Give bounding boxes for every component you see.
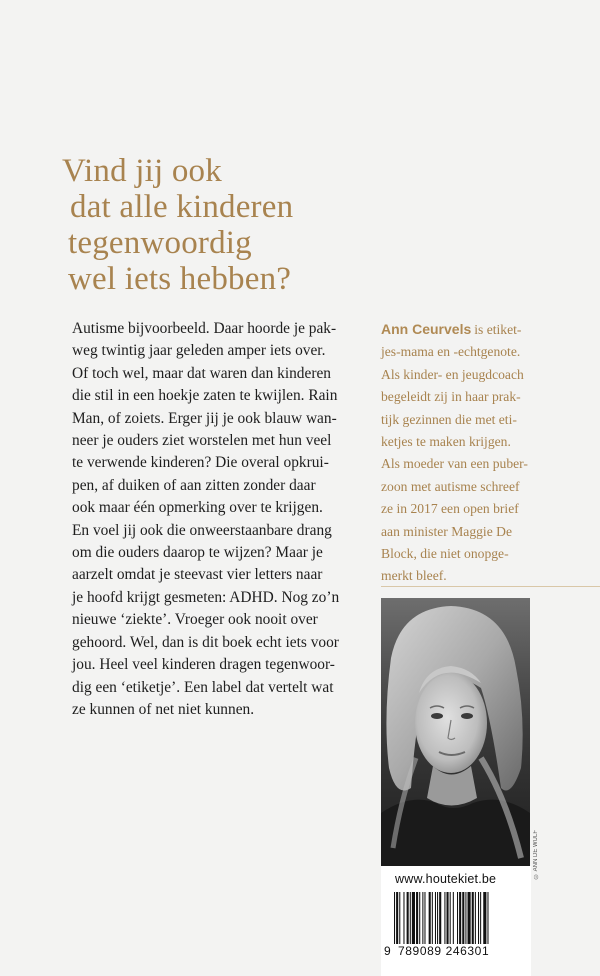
- blurb-line: weg twintig jaar geleden amper iets over.: [72, 342, 326, 360]
- author-bio-line: Als moeder van een puber-: [381, 456, 528, 472]
- author-bio-line: jes-mama en -echtgenote.: [381, 344, 521, 360]
- barcode-bar: [435, 892, 436, 944]
- isbn-first-digit: 9: [384, 944, 392, 958]
- photo-credit: © ANN DE WULF: [533, 830, 539, 879]
- blurb-line: die stil in een hoekje zaten te kwijlen. Rain: [72, 387, 338, 405]
- barcode-bar: [429, 892, 431, 944]
- blurb-line: je hoofd krijgt gesmeten: ADHD. Nog zo’n: [72, 588, 340, 606]
- barcode-bar: [422, 892, 423, 944]
- headline: [62, 153, 482, 297]
- author-bio-line: begeleidt zij in haar prak-: [381, 389, 521, 405]
- author-photo: [381, 598, 530, 866]
- blurb-line: dig een ‘etiketje’. Een label dat vertelt wat: [72, 678, 334, 696]
- blurb-line: Man, of zoiets. Erger jij je ook blauw wan-: [72, 409, 337, 427]
- headline-line: dat alle kinderen: [70, 189, 294, 225]
- publisher-website: www.houtekiet.be: [395, 872, 497, 886]
- blurb-line: pen, af duiken of aan zitten zonder daar: [72, 476, 316, 494]
- barcode-bar: [483, 892, 486, 944]
- headline-line: wel iets hebben?: [68, 261, 292, 297]
- barcode-bar: [416, 892, 418, 944]
- headline-line: tegenwoordig: [68, 225, 252, 261]
- author-bio-line: merkt bleef.: [381, 568, 447, 584]
- blurb-line: Of toch wel, maar dat waren dan kinderen: [72, 364, 331, 382]
- barcode-bar: [403, 892, 404, 944]
- barcode-bar: [437, 892, 438, 944]
- blurb-line: om die ouders daarop te wijzen? Maar je: [72, 544, 323, 562]
- barcode-bar: [453, 892, 454, 944]
- barcode-bar: [399, 892, 400, 944]
- author-bio-line: Block, die niet onopge-: [381, 546, 509, 562]
- author-bio-line: tijk gezinnen die met eti-: [381, 411, 517, 427]
- blurb-line: ze kunnen of net niet kunnen.: [72, 700, 255, 718]
- author-bio-line: Als kinder- en jeugdcoach: [381, 366, 524, 382]
- barcode-bar: [439, 892, 441, 944]
- barcode-bar: [407, 892, 409, 944]
- barcode-bar: [419, 892, 420, 944]
- divider: [381, 586, 600, 587]
- blurb-line: Autisme bijvoorbeeld. Daar hoorde je pak-: [72, 320, 337, 337]
- barcode-bar: [465, 892, 466, 944]
- author-bio-line: aan minister Maggie De: [381, 523, 512, 539]
- barcode-bar: [450, 892, 451, 944]
- blurb-text: [72, 318, 368, 721]
- isbn-digits: 789089 246301: [398, 944, 490, 958]
- barcode-bar: [410, 892, 411, 944]
- barcode-bar: [487, 892, 488, 944]
- author-bio-line: ze in 2017 een open brief: [381, 501, 519, 517]
- blurb-line: te verwende kinderen? Die overal opkrui-: [72, 454, 329, 472]
- author-name: Ann Ceurvels: [381, 321, 472, 337]
- author-bio-line: ketjes te maken krijgen.: [381, 434, 511, 450]
- barcode-bar: [459, 892, 461, 944]
- barcode-bar: [432, 892, 433, 944]
- author-bio-first-line: [381, 318, 600, 341]
- barcode-bar: [478, 892, 479, 944]
- barcode-bar: [444, 892, 445, 944]
- isbn-barcode: [394, 892, 522, 944]
- barcode-bar: [447, 892, 449, 944]
- author-bio-line: is etiket-: [474, 322, 522, 337]
- barcode-bar: [462, 892, 464, 944]
- headline-line: Vind jij ook: [62, 153, 222, 189]
- blurb-line: ook maar één opmerking over te krijgen.: [72, 499, 323, 517]
- barcode-bar: [412, 892, 415, 944]
- barcode-bar: [457, 892, 458, 944]
- barcode-bar: [468, 892, 471, 944]
- author-bio-line: zoon met autisme schreef: [381, 478, 520, 494]
- blurb-line: jou. Heel veel kinderen dragen tegenwoor-: [72, 656, 335, 674]
- blurb-line: neer je ouders ziet worstelen met hun veel: [72, 432, 332, 450]
- barcode-bar: [396, 892, 398, 944]
- barcode-bar: [394, 892, 395, 944]
- blurb-line: aarzelt omdat je steevast vier letters naar: [72, 566, 323, 584]
- blurb-line: gehoord. Wel, dan is dit boek echt iets voor: [72, 633, 339, 651]
- barcode-bar: [475, 892, 476, 944]
- blurb-line: nieuwe ‘ziekte’. Vroeger ook nooit over: [72, 611, 318, 629]
- author-bio: [381, 318, 600, 588]
- barcode-bar: [480, 892, 481, 944]
- barcode-bar: [472, 892, 474, 944]
- barcode-bar: [424, 892, 425, 944]
- blurb-line: En voel jij ook die onweerstaanbare drang: [72, 521, 332, 539]
